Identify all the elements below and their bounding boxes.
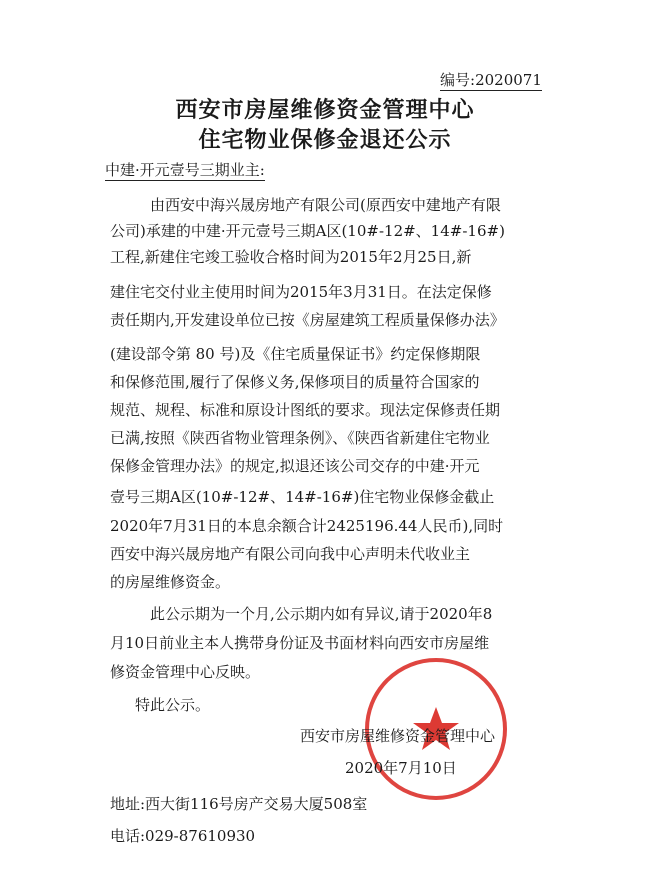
- body-line: 规范、规程、标准和原设计图纸的要求。现法定保修责任期: [110, 401, 501, 419]
- body-line: 的房屋维修资金。: [110, 573, 231, 591]
- body-line: 由西安中海兴晟房地产有限公司(原西安中建地产有限: [150, 196, 501, 214]
- body-line: 2020年7月31日的本息余额合计2425196.44人民币),同时: [110, 517, 504, 535]
- body-line: (建设部令第 80 号)及《住宅质量保证书》约定保修期限: [110, 345, 481, 363]
- body-line: 公司)承建的中建·开元壹号三期A区(10#-12#、14#-16#): [110, 222, 505, 240]
- signature-date: 2020年7月10日: [345, 759, 457, 777]
- body-line: 壹号三期A区(10#-12#、14#-16#)住宅物业保修金截止: [110, 488, 495, 506]
- title-line-2: 住宅物业保修金退还公示: [198, 128, 452, 153]
- body-line: 保修金管理办法》的规定,拟退还该公司交存的中建·开元: [110, 457, 480, 475]
- phone-line: 电话:029-87610930: [110, 827, 256, 845]
- body-line: 和保修范围,履行了保修义务,保修项目的质量符合国家的: [110, 373, 480, 391]
- document-number-value: 2020071: [475, 71, 542, 89]
- signature-organization: 西安市房屋维修资金管理中心: [300, 727, 496, 745]
- body-line: 已满,按照《陕西省物业管理条例》、《陕西省新建住宅物业: [110, 429, 490, 447]
- address-line: 地址:西大街116号房产交易大厦508室: [110, 795, 368, 813]
- title-line-1: 西安市房屋维修资金管理中心: [175, 98, 475, 123]
- body-line: 西安中海兴晟房地产有限公司向我中心声明未代收业主: [110, 545, 471, 563]
- document-number: [440, 70, 542, 91]
- document-number-label: 编号:: [440, 71, 476, 89]
- body-line: 月10日前业主本人携带身份证及书面材料向西安市房屋维: [110, 634, 490, 652]
- body-line: 建住宅交付业主使用时间为2015年3月31日。在法定保修: [110, 283, 492, 301]
- closing-line: 特此公示。: [135, 696, 211, 714]
- salutation: 中建·开元壹号三期业主:: [105, 161, 265, 179]
- body-line: 责任期内,开发建设单位已按《房屋建筑工程质量保修办法》: [110, 311, 505, 329]
- body-line: 修资金管理中心反映。: [110, 663, 261, 681]
- body-line: 工程,新建住宅竣工验收合格时间为2015年2月25日,新: [110, 248, 472, 266]
- body-line: 此公示期为一个月,公示期内如有异议,请于2020年8: [150, 605, 493, 623]
